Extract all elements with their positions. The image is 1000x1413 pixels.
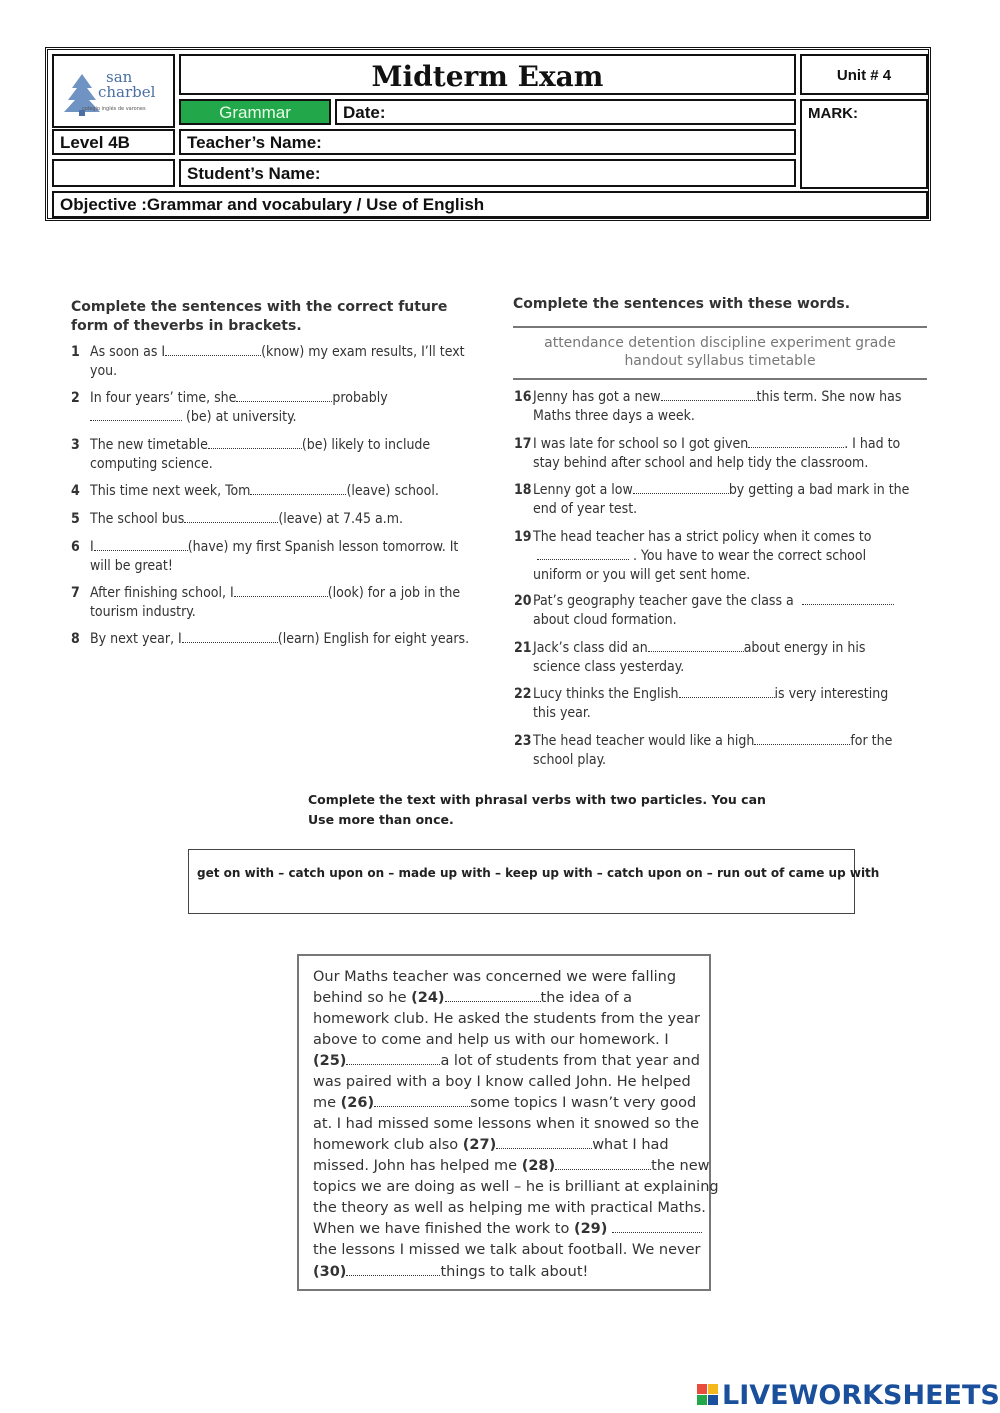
answer-gap-29[interactable] xyxy=(612,1220,702,1233)
section3-instruction: Complete the text with phrasal verbs with two particles. You can Use more than once. xyxy=(308,792,766,827)
answer-gap-8[interactable] xyxy=(182,630,278,643)
answer-gap-21[interactable] xyxy=(648,639,744,652)
answer-gap-23[interactable] xyxy=(754,732,850,745)
answer-gap-3[interactable] xyxy=(208,436,302,449)
question-number: 1 xyxy=(71,344,80,360)
section2-instruction: Complete the sentences with these words. xyxy=(513,296,851,312)
answer-gap-7[interactable] xyxy=(234,584,328,597)
question-5: 5 The school bus (leave) at 7.45 a.m. xyxy=(71,511,404,527)
word-bank-line2: handout syllabus timetable xyxy=(624,353,816,369)
answer-gap-16[interactable] xyxy=(661,388,757,401)
teacher-label: Teacher’s Name: xyxy=(187,133,322,152)
logo-line1: san xyxy=(106,68,133,86)
answer-gap-5[interactable] xyxy=(184,510,278,523)
question-22: 22 Lucy thinks the English is very interesting this year. xyxy=(514,686,889,721)
mark-label: MARK: xyxy=(808,105,858,122)
exam-title-cell xyxy=(179,54,796,95)
mark-field[interactable] xyxy=(800,99,928,189)
question-4: 4 This time next week, Tom (leave) school. xyxy=(71,483,439,499)
section1-instruction: Complete the sentences with the correct future form of theverbs in brackets. xyxy=(71,299,448,334)
reading-text-box: Our Maths teacher was concerned we were falling behind so he (24) the idea of a homework club. He asked the students from the year above to come and help us with our homework. I (25) a lot of students from that year and was paired with a boy I know called John. He helped me (26) some topics I wasn’t very good at. I had missed some lessons when it snowed so the homework club also (27) what I had missed. John has helped me (28) the new topics we are doing as well – he is brilliant at explaining the theory as well as helping me with practical Maths. When we have finished the work to (29) the lessons I missed we talk about football. We never (30) things to talk about! xyxy=(297,954,711,1291)
answer-gap-28[interactable] xyxy=(555,1157,651,1170)
question-18: 18 Lenny got a low by getting a bad mark in the end of year test. xyxy=(514,482,910,517)
question-1: 1 As soon as I (know) my exam results, I’ll text you. xyxy=(71,344,465,379)
student-label: Student’s Name: xyxy=(187,164,321,183)
logo-subtitle: colegio inglés de varones xyxy=(82,106,146,112)
question-23: 23 The head teacher would like a high for the school play. xyxy=(514,733,893,768)
answer-gap-18[interactable] xyxy=(633,481,729,494)
answer-gap-4[interactable] xyxy=(250,482,346,495)
answer-gap-30[interactable] xyxy=(346,1263,440,1276)
phrasal-verb-list xyxy=(188,849,880,914)
question-16: 16 Jenny has got a new this term. She now has Maths three days a week. xyxy=(514,389,902,424)
answer-gap-26[interactable] xyxy=(374,1094,470,1107)
exam-title: Midterm Exam xyxy=(371,60,604,93)
question-8: 8 By next year, I (learn) English for eight years. xyxy=(71,631,470,647)
student-name-field[interactable] xyxy=(179,159,796,187)
question-2: 2 In four years’ time, she probably (be) at university. xyxy=(71,390,388,425)
level-label: Level 4B xyxy=(60,133,130,152)
school-logo xyxy=(52,54,175,128)
phrasal-verbs: get on with – catch upon on – made up with – keep up with – catch upon on – run out of came up with xyxy=(197,866,880,880)
question-21: 21 Jack’s class did an about energy in his science class yesterday. xyxy=(514,640,866,675)
objective-cell xyxy=(52,191,928,218)
logo-line2: charbel xyxy=(98,83,156,101)
question-17: 17 I was late for school so I got given . I had to stay behind after school and help tidy the classroom. xyxy=(514,436,901,471)
question-3: 3 The new timetable (be) likely to include computing science. xyxy=(71,437,431,472)
exam-header xyxy=(45,47,931,221)
date-label: Date: xyxy=(343,103,386,122)
blank-cell xyxy=(52,159,175,187)
answer-gap-1[interactable] xyxy=(165,343,261,356)
liveworksheets-grid-icon xyxy=(697,1384,719,1406)
answer-gap-19[interactable] xyxy=(537,547,629,560)
question-7: 7 After finishing school, I (look) for a job in the tourism industry. xyxy=(71,585,461,620)
answer-gap-24[interactable] xyxy=(445,989,541,1002)
question-6: 6 I (have) my first Spanish lesson tomorrow. It will be great! xyxy=(71,539,459,574)
question-20: 20 Pat’s geography teacher gave the class a about cloud formation. xyxy=(514,592,928,632)
unit-label: Unit # 4 xyxy=(836,67,892,84)
answer-gap-2[interactable] xyxy=(236,389,332,402)
unit-cell xyxy=(800,54,928,95)
answer-gap-25[interactable] xyxy=(346,1052,440,1065)
answer-gap-20[interactable] xyxy=(802,592,894,605)
teacher-name-field[interactable] xyxy=(179,129,796,155)
objective-label: Objective :Grammar and vocabulary / Use of English xyxy=(60,195,485,214)
grammar-cell xyxy=(179,99,331,125)
word-bank xyxy=(513,326,927,380)
grammar-label: Grammar xyxy=(219,103,291,122)
answer-gap-27[interactable] xyxy=(496,1136,592,1149)
brand-name: LIVEWORKSHEETS xyxy=(722,1380,1000,1411)
date-field[interactable] xyxy=(335,99,796,125)
liveworksheets-logo xyxy=(697,1380,1000,1411)
question-19: 19 The head teacher has a strict policy when it comes to . You have to wear the correct school uniform or you will get sent home. xyxy=(514,529,872,583)
level-cell xyxy=(52,129,175,155)
answer-gap-17[interactable] xyxy=(748,435,844,448)
answer-gap-6[interactable] xyxy=(94,538,188,551)
answer-gap-22[interactable] xyxy=(679,685,775,698)
word-bank-line1: attendance detention discipline experiment grade xyxy=(544,335,896,351)
